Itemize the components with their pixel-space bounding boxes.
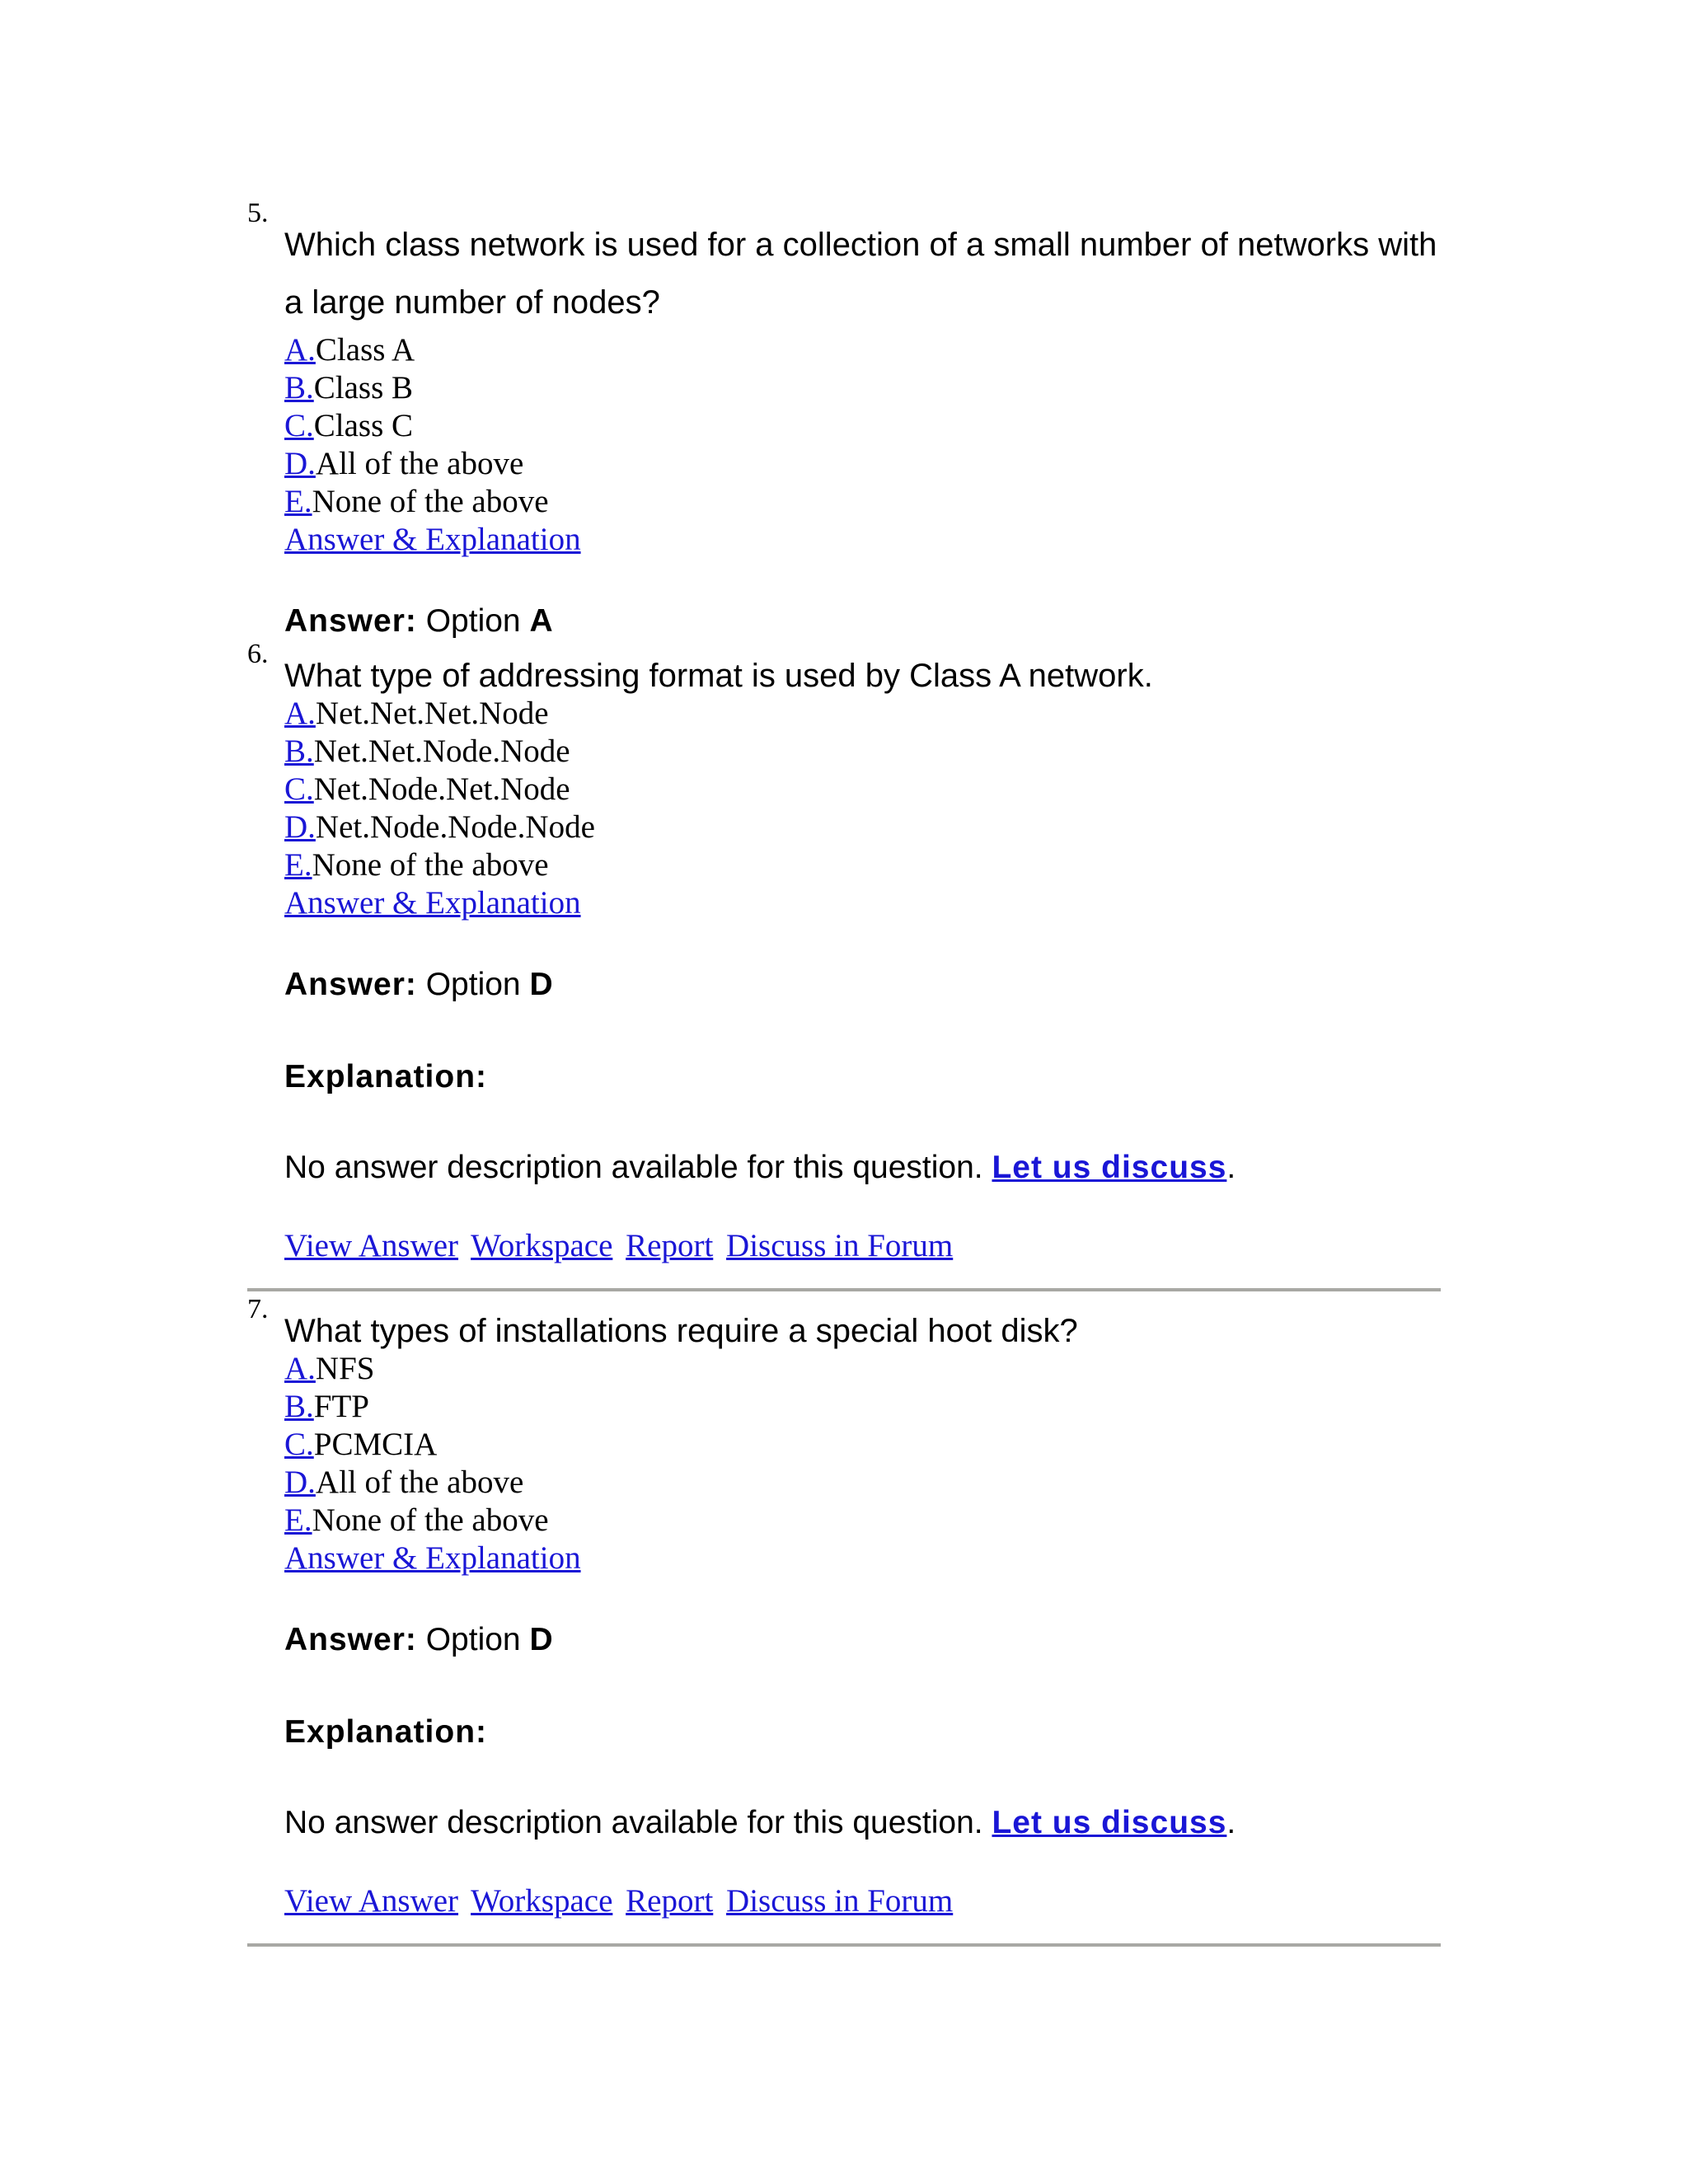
- option-a-text: NFS: [315, 1351, 375, 1386]
- option-c-link[interactable]: C.: [284, 1427, 314, 1462]
- option-b: [284, 733, 1442, 771]
- option-d-link[interactable]: D.: [284, 446, 316, 481]
- view-answer-link[interactable]: View Answer: [284, 1228, 459, 1263]
- option-c: [284, 771, 1442, 808]
- option-d: [284, 1464, 1442, 1502]
- question-text: What types of installations require a special hoot disk?: [284, 1313, 1078, 1349]
- option-b-link[interactable]: B.: [284, 1389, 314, 1424]
- answer-explanation-link[interactable]: Answer & Explanation: [284, 522, 581, 557]
- option-c-link[interactable]: C.: [284, 408, 314, 443]
- description-text: No answer description available for this question.: [284, 1150, 983, 1185]
- answer-explanation-row: [284, 884, 1442, 922]
- option-b: [284, 1388, 1442, 1426]
- option-b-text: Class B: [313, 370, 414, 405]
- answer-label: Answer:: [284, 603, 417, 639]
- answer-prefix: Option: [425, 967, 521, 1002]
- option-a: [284, 331, 1442, 369]
- discuss-in-forum-link[interactable]: Discuss in Forum: [726, 1883, 954, 1919]
- option-c: [284, 407, 1442, 445]
- answer-letter: A: [529, 603, 553, 639]
- question-text: Which class network is used for a collection of a small number of networks with a large number of nodes?: [284, 227, 1437, 321]
- option-d-text: Net.Node.Node.Node: [315, 809, 595, 845]
- option-b-link[interactable]: B.: [284, 733, 314, 769]
- question-5: [247, 198, 1442, 640]
- answer-prefix: Option: [425, 1622, 521, 1657]
- description-text: No answer description available for this question.: [284, 1805, 983, 1840]
- answer-letter: D: [529, 967, 553, 1002]
- option-c-text: Class C: [313, 408, 414, 443]
- option-c-text: PCMCIA: [313, 1427, 438, 1462]
- question-divider: [247, 1288, 1441, 1291]
- option-b-link[interactable]: B.: [284, 370, 314, 405]
- option-e-text: None of the above: [312, 484, 549, 519]
- answer-label: Answer:: [284, 1622, 417, 1657]
- question-number: 7.: [247, 1294, 269, 1324]
- answer-line: [284, 603, 1442, 640]
- option-b-text: Net.Net.Node.Node: [313, 733, 570, 769]
- explanation-text: [284, 1150, 1442, 1186]
- option-e-link[interactable]: E.: [284, 484, 312, 519]
- question-number: 6.: [247, 639, 269, 669]
- question-number: 5.: [247, 198, 269, 228]
- answer-line: [284, 967, 1442, 1003]
- option-d-link[interactable]: D.: [284, 809, 316, 845]
- action-links: [284, 1227, 1442, 1265]
- option-b: [284, 369, 1442, 407]
- option-d: [284, 808, 1442, 846]
- option-e-link[interactable]: E.: [284, 847, 312, 883]
- option-a-text: Net.Net.Net.Node: [315, 696, 549, 731]
- option-d-link[interactable]: D.: [284, 1465, 316, 1500]
- option-c: [284, 1426, 1442, 1464]
- explanation-label: Explanation:: [284, 1714, 488, 1750]
- option-d-text: All of the above: [315, 1465, 524, 1500]
- option-e: [284, 846, 1442, 884]
- option-a-link[interactable]: A.: [284, 696, 316, 731]
- option-e-text: None of the above: [312, 847, 549, 883]
- workspace-link[interactable]: Workspace: [471, 1883, 613, 1919]
- answer-explanation-row: [284, 521, 1442, 559]
- question-text: What type of addressing format is used by Class A network.: [284, 658, 1153, 694]
- action-links: [284, 1882, 1442, 1920]
- option-d: [284, 445, 1442, 483]
- option-c-link[interactable]: C.: [284, 771, 314, 807]
- option-a-link[interactable]: A.: [284, 1351, 316, 1386]
- option-e-link[interactable]: E.: [284, 1502, 312, 1538]
- option-a: [284, 1350, 1442, 1388]
- question-7: [247, 1294, 1442, 1920]
- option-a-link[interactable]: A.: [284, 332, 316, 368]
- answer-line: [284, 1622, 1442, 1658]
- option-a: [284, 695, 1442, 733]
- answer-explanation-link[interactable]: Answer & Explanation: [284, 1540, 581, 1576]
- option-d-text: All of the above: [315, 446, 524, 481]
- workspace-link[interactable]: Workspace: [471, 1228, 613, 1263]
- explanation-text: [284, 1805, 1442, 1841]
- answer-label: Answer:: [284, 967, 417, 1002]
- answer-explanation-row: [284, 1540, 1442, 1577]
- option-c-text: Net.Node.Net.Node: [313, 771, 570, 807]
- description-end: .: [1226, 1805, 1236, 1840]
- option-e: [284, 483, 1442, 521]
- report-link[interactable]: Report: [626, 1228, 714, 1263]
- answer-letter: D: [529, 1622, 553, 1657]
- description-end: .: [1226, 1150, 1236, 1185]
- let-us-discuss-link[interactable]: Let us discuss: [992, 1805, 1227, 1840]
- explanation-label: Explanation:: [284, 1059, 488, 1094]
- option-e-text: None of the above: [312, 1502, 549, 1538]
- question-6: [247, 639, 1442, 1265]
- option-e: [284, 1502, 1442, 1540]
- question-divider: [247, 1943, 1441, 1947]
- discuss-in-forum-link[interactable]: Discuss in Forum: [726, 1228, 954, 1263]
- let-us-discuss-link[interactable]: Let us discuss: [992, 1150, 1227, 1185]
- answer-prefix: Option: [425, 603, 521, 639]
- option-b-text: FTP: [313, 1389, 369, 1424]
- report-link[interactable]: Report: [626, 1883, 714, 1919]
- answer-explanation-link[interactable]: Answer & Explanation: [284, 885, 581, 921]
- view-answer-link[interactable]: View Answer: [284, 1883, 459, 1919]
- option-a-text: Class A: [315, 332, 415, 368]
